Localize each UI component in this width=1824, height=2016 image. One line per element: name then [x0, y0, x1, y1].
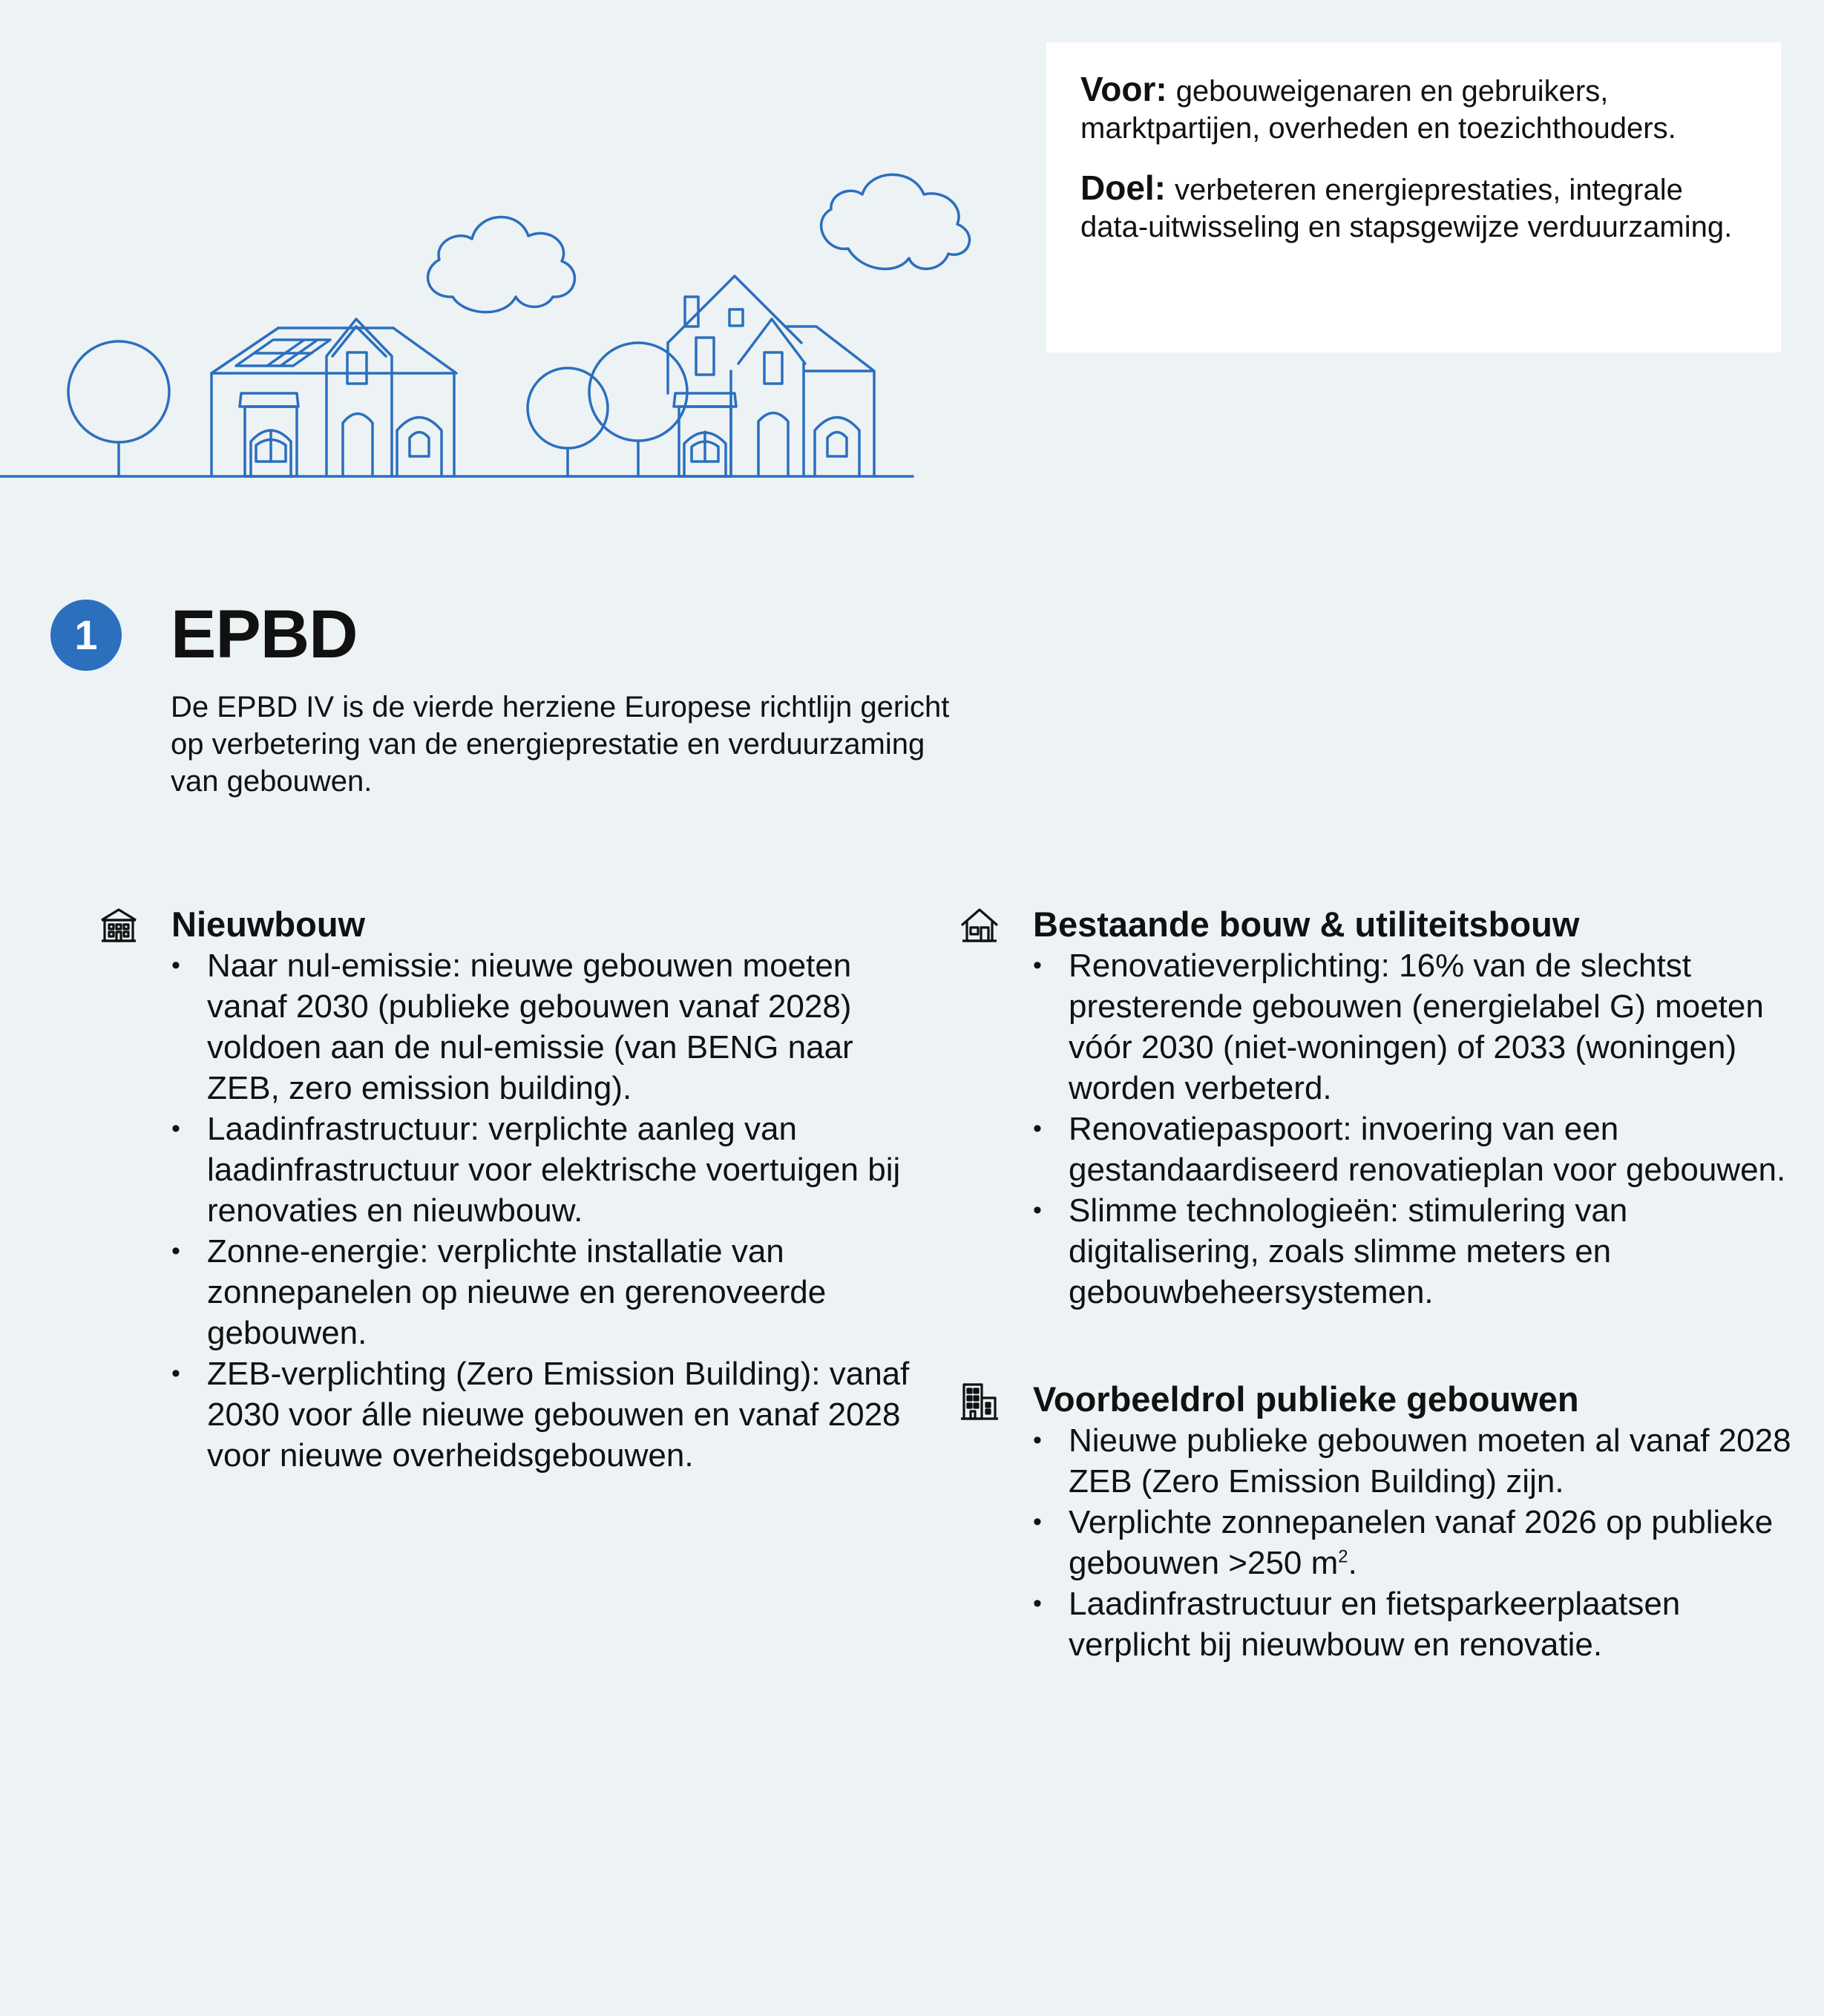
section-intro: De EPBD IV is de vierde herziene Europese richtlijn gericht op verbetering van de energieprestatie en verduurzaming van gebouwen.	[171, 691, 950, 798]
info-voor-label: Voor:	[1080, 70, 1167, 108]
nieuwbouw-title: Nieuwbouw	[171, 904, 366, 944]
superscript-two: 2	[1338, 1546, 1348, 1567]
list-item: • Slimme technologieën: stimulering van digitalisering, zoals slimme meters en gebouwbeheersystemen.	[1033, 1190, 1805, 1313]
cloud-right-icon	[821, 174, 970, 269]
tree-middle-small	[528, 368, 608, 476]
house-right	[668, 276, 874, 476]
house-icon	[959, 905, 1000, 945]
info-voor	[1080, 70, 1747, 147]
office-building-icon	[959, 1382, 1000, 1422]
houses-trees-clouds-illustration	[0, 160, 980, 486]
list-item: • Laadinfrastructuur en fietsparkeerplaatsen verplicht bij nieuwbouw en renovatie.	[1033, 1583, 1805, 1665]
list-item	[1033, 1502, 1805, 1583]
list-item: • Zonne-energie: verplichte installatie van zonnepanelen op nieuwe en gerenoveerde gebouwen.	[171, 1231, 921, 1353]
tree-left	[68, 341, 169, 476]
voorbeeldrol-list	[1033, 1420, 1805, 1665]
list-item: • Renovatieverplichting: 16% van de slechtst presterende gebouwen (energielabel G) moeten vóór 2030 (niet-woningen) of 2033 (woningen) worden verbeterd.	[1033, 945, 1805, 1109]
list-item: • Renovatiepaspoort: invoering van een gestandaardiseerd renovatieplan voor gebouwen.	[1033, 1109, 1805, 1190]
bestaande-bouw-list	[1033, 945, 1805, 1313]
list-item: • Naar nul-emissie: nieuwe gebouwen moeten vanaf 2030 (publieke gebouwen vanaf 2028) voldoen aan de nul-emissie (van BENG naar ZEB, zero emission building).	[171, 945, 921, 1109]
list-item: • Laadinfrastructuur: verplichte aanleg van laadinfrastructuur voor elektrische voertuigen bij renovaties en nieuwbouw.	[171, 1109, 921, 1231]
list-item-text: Verplichte zonnepanelen vanaf 2026 op publieke gebouwen >250 m	[1069, 1504, 1774, 1581]
nieuwbouw-list	[171, 945, 921, 1476]
info-doel	[1080, 169, 1747, 246]
cloud-left-icon	[428, 217, 575, 312]
info-box	[1046, 42, 1781, 352]
info-doel-text: verbeteren energieprestaties, integrale data-uitwisseling en stapsgewijze verduurzaming.	[1080, 174, 1733, 243]
list-item: • ZEB-verplichting (Zero Emission Building): vanaf 2030 voor álle nieuwe gebouwen en vanaf 2028 voor nieuwe overheidsgebouwen.	[171, 1353, 921, 1476]
voorbeeldrol-title: Voorbeeldrol publieke gebouwen	[1033, 1379, 1579, 1419]
list-item: • Nieuwe publieke gebouwen moeten al vanaf 2028 ZEB (Zero Emission Building) zijn.	[1033, 1420, 1805, 1502]
tree-middle-large	[589, 343, 687, 476]
apartment-building-icon	[99, 905, 139, 945]
info-doel-label: Doel:	[1080, 168, 1166, 207]
list-item-suffix: .	[1348, 1545, 1357, 1581]
section-number-badge: 1	[50, 600, 122, 671]
section-title: EPBD	[171, 597, 358, 672]
bestaande-bouw-title: Bestaande bouw & utiliteitsbouw	[1033, 904, 1580, 944]
info-voor-text: gebouweigenaren en gebruikers, marktpartijen, overheden en toezichthouders.	[1080, 75, 1676, 145]
house-left	[211, 319, 456, 476]
